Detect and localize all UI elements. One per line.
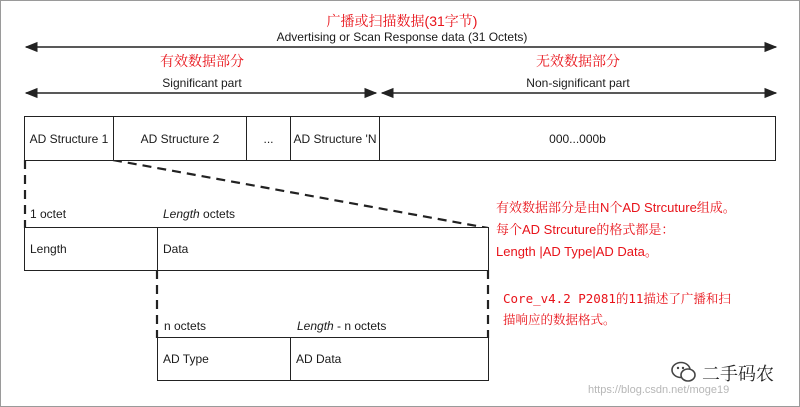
ad-type-cell: AD Type	[157, 337, 291, 381]
ellipsis-cell: ...	[246, 116, 291, 161]
ad-structure-2-cell: AD Structure 2	[113, 116, 247, 161]
nonsignificant-title-cn: 无效数据部分	[536, 53, 620, 69]
data-size-rest: octets	[199, 207, 236, 221]
watermark-brand: 二手码农	[702, 364, 774, 384]
data-cell: Data	[157, 227, 489, 271]
annotation-line-2: 每个AD Strcuture的格式都是：	[496, 222, 675, 237]
ad-data-size-label	[297, 319, 386, 333]
padding-zeros-cell: 000...000b	[379, 116, 776, 161]
title-cn: 广播或扫描数据(31字节)	[326, 13, 478, 29]
annotation-line-1: 有效数据部分是由N个AD Strcuture组成。	[496, 200, 736, 215]
ad-type-size-label: n octets	[164, 319, 207, 333]
data-size-label	[163, 207, 235, 221]
annotation-line-4: Core_v4.2 P2081的11描述了广播和扫	[503, 291, 731, 306]
ad-data-cell: AD Data	[290, 337, 489, 381]
data-size-length-italic: Length	[163, 207, 200, 221]
ad-structure-n-cell: AD Structure 'N	[290, 116, 380, 161]
annotation-line-5: 描响应的数据格式。	[503, 312, 616, 327]
nonsignificant-title-en: Non-significant part	[526, 76, 630, 90]
ad-data-size-length-italic: Length	[297, 319, 334, 333]
annotation-line-3: Length |AD Type|AD Data。	[496, 244, 658, 259]
ad-data-size-rest: - n octets	[333, 319, 387, 333]
significant-title-en: Significant part	[162, 76, 242, 90]
length-cell: Length	[24, 227, 158, 271]
ad-structure-1-cell: AD Structure 1	[24, 116, 114, 161]
significant-title-cn: 有效数据部分	[160, 53, 244, 69]
title-en: Advertising or Scan Response data (31 Octets)	[276, 30, 528, 44]
watermark-url: https://blog.csdn.net/moge19	[588, 384, 730, 396]
length-size-label: 1 octet	[30, 207, 67, 221]
